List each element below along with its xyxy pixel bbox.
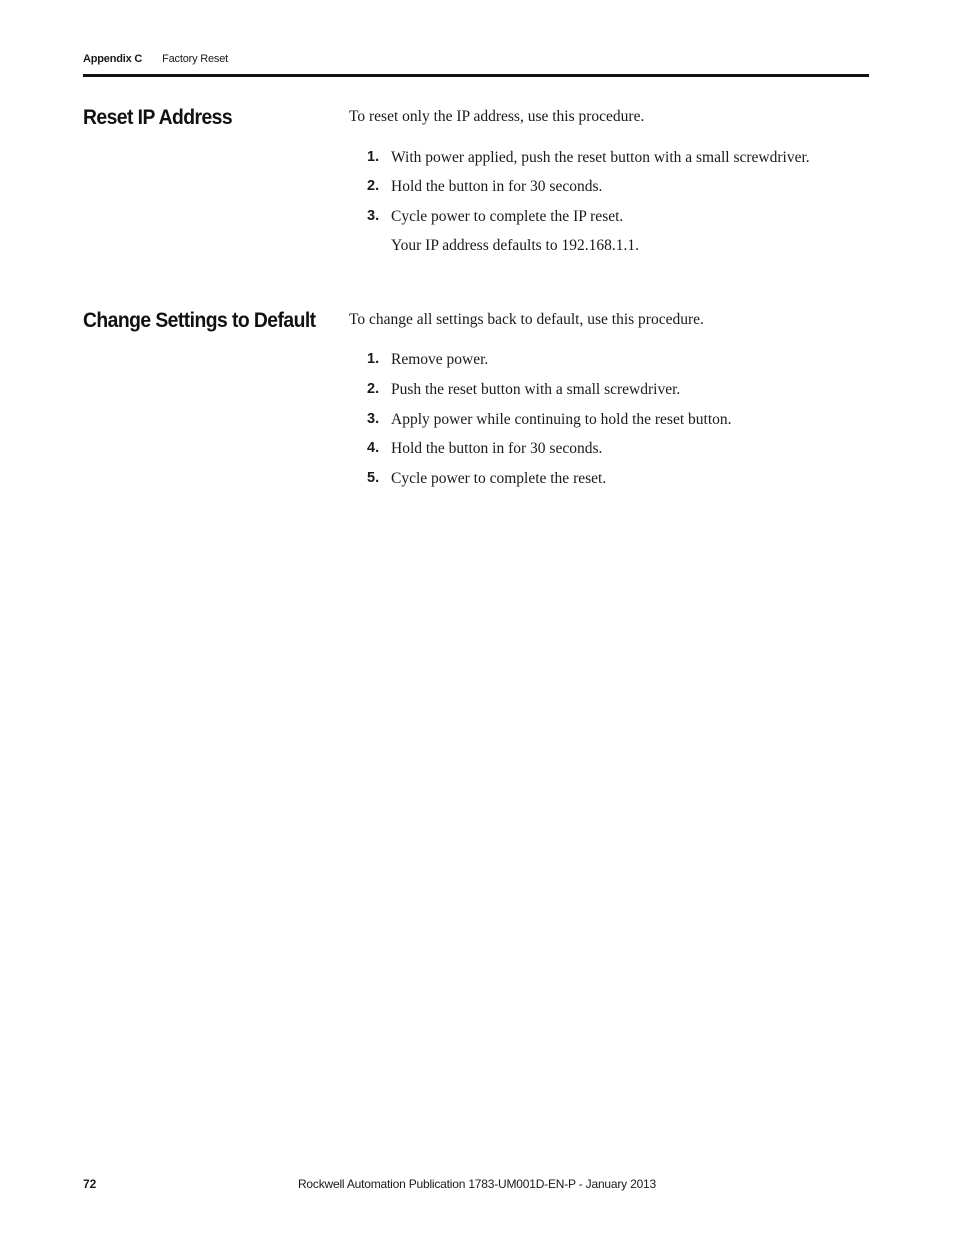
step-number: 3. (367, 411, 380, 427)
running-header (83, 53, 228, 65)
step-text: Push the reset button with a small screwdriver. (391, 381, 681, 398)
step-text: Remove power. (391, 351, 489, 368)
section-label: Factory Reset (162, 53, 228, 65)
step-text: Hold the button in for 30 seconds. (391, 178, 603, 195)
step-text: Apply power while continuing to hold the reset button. (391, 411, 732, 428)
step-number: 2. (367, 178, 380, 194)
step-number: 4. (367, 440, 380, 456)
header-rule (83, 74, 869, 77)
publication-footer: Rockwell Automation Publication 1783-UM001D-EN-P - January 2013 (297, 1177, 657, 1191)
step-number: 3. (367, 208, 380, 224)
step-number: 2. (367, 381, 380, 397)
step-number: 1. (367, 351, 380, 367)
step-number: 5. (367, 470, 380, 486)
section-heading: Change Settings to Default (83, 309, 316, 332)
step-number: 1. (367, 149, 380, 165)
step-text: With power applied, push the reset button with a small screwdriver. (391, 149, 810, 166)
step-text: Cycle power to complete the reset. (391, 470, 607, 487)
step-text: Cycle power to complete the IP reset. (391, 208, 624, 225)
section-heading: Reset IP Address (83, 106, 233, 129)
page-number: 72 (83, 1177, 97, 1191)
step-note: Your IP address defaults to 192.168.1.1. (391, 237, 639, 254)
appendix-label: Appendix C (83, 53, 143, 65)
step-text: Hold the button in for 30 seconds. (391, 440, 603, 457)
section-intro: To reset only the IP address, use this procedure. (349, 108, 645, 125)
section-intro: To change all settings back to default, use this procedure. (349, 311, 704, 328)
